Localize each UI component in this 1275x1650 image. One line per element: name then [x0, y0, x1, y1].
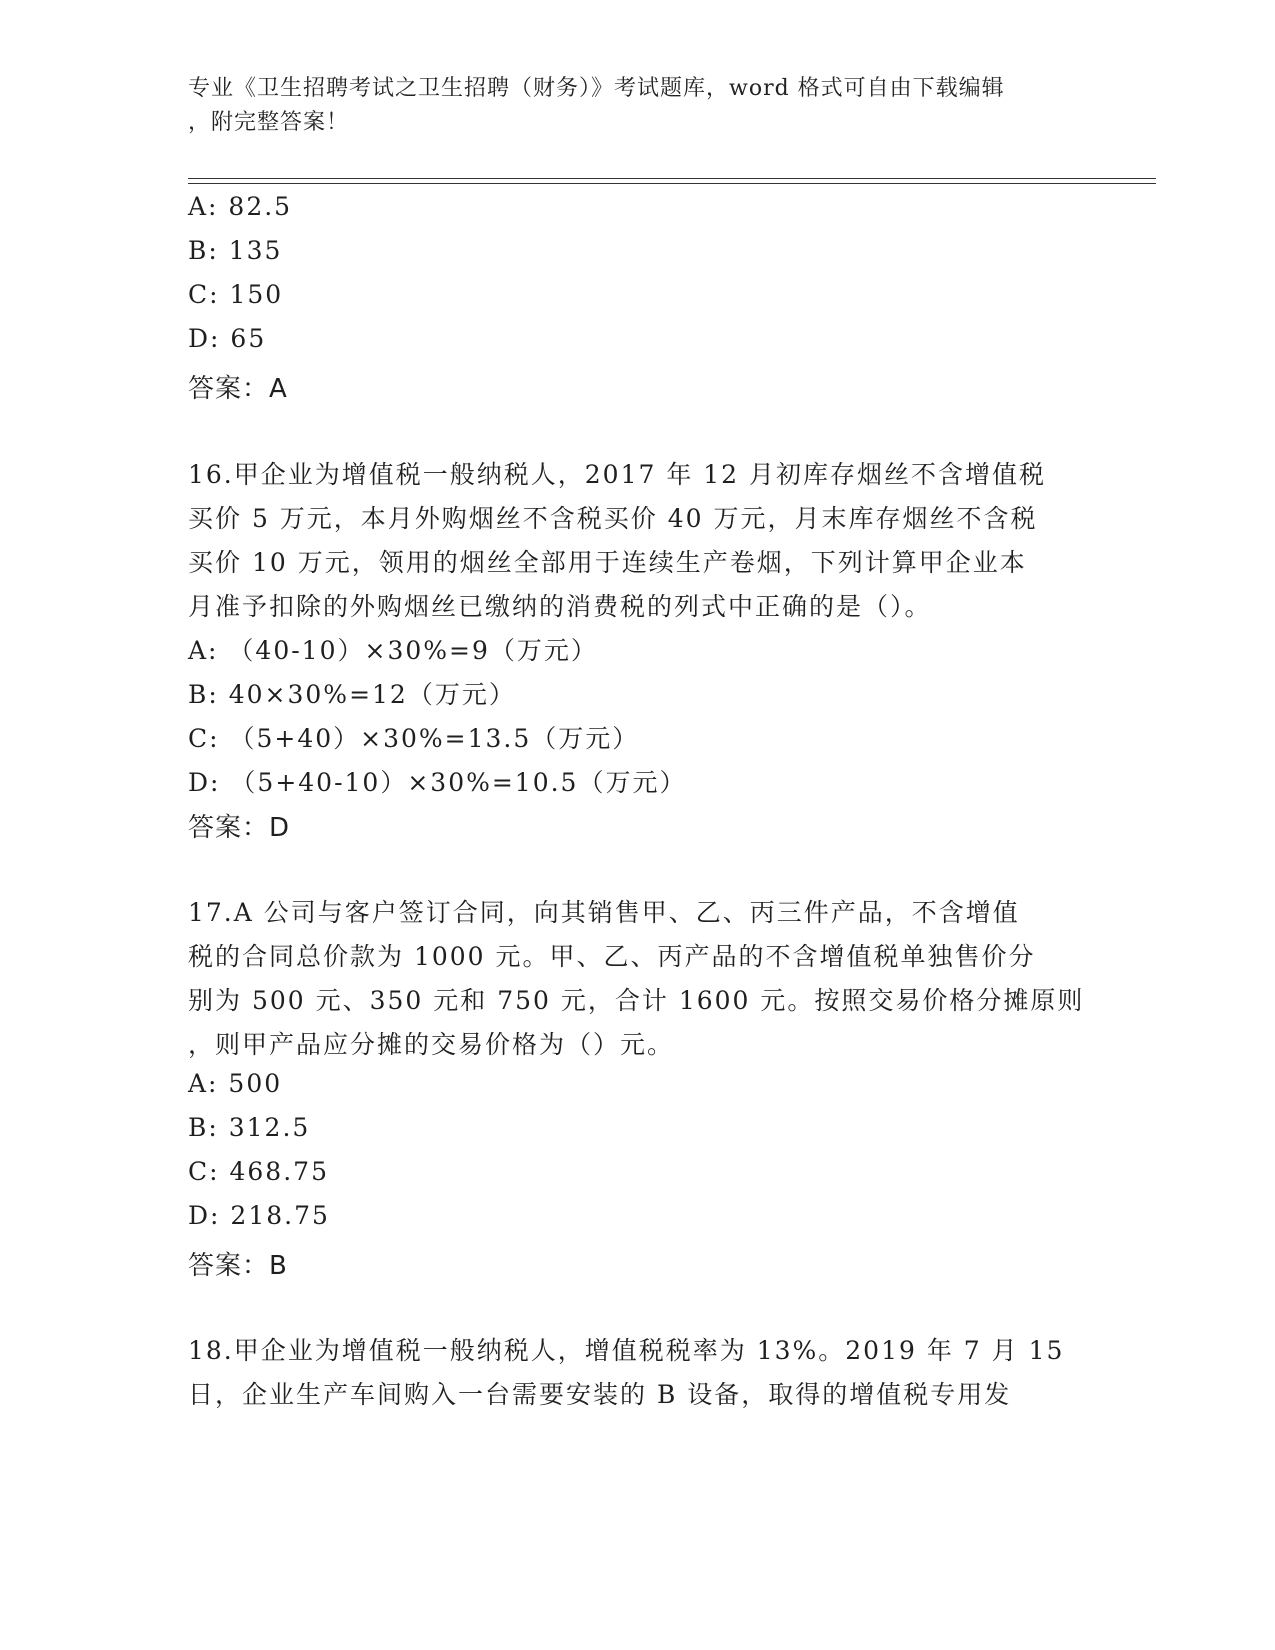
question-stem-line: 别为 500 元、350 元和 750 元，合计 1600 元。按照交易价格分摊原则: [188, 986, 1085, 1015]
option-d: D: 218.75: [188, 1201, 330, 1230]
document-header: [188, 72, 1068, 140]
header-line-1: 专业《卫生招聘考试之卫生招聘（财务）》考试题库，word 格式可自由下载编辑: [188, 76, 1005, 101]
option-a: A: 82.5: [188, 192, 293, 221]
option-c: C: 150: [188, 280, 284, 309]
question-stem-line: 税的合同总价款为 1000 元。甲、乙、丙产品的不含增值税单独售价分: [188, 942, 1036, 971]
header-divider-bottom: [188, 183, 1156, 184]
option-a: A: 500: [188, 1069, 283, 1098]
header-line-2: ，附完整答案！: [188, 110, 350, 135]
question-stem-line: ，则甲产品应分摊的交易价格为（）元。: [188, 1030, 675, 1059]
question-stem-line: 18.甲企业为增值税一般纳税人，增值税税率为 13%。2019 年 7 月 15: [188, 1336, 1065, 1365]
answer-line: 答案：D: [188, 813, 291, 843]
answer-line: 答案：B: [188, 1251, 288, 1281]
question-stem-line: 16.甲企业为增值税一般纳税人，2017 年 12 月初库存烟丝不含增值税: [188, 460, 1047, 489]
question-stem-line: 月准予扣除的外购烟丝已缴纳的消费税的列式中正确的是（）。: [188, 592, 932, 621]
question-stem-line: 17.A 公司与客户签订合同，向其销售甲、乙、丙三件产品，不含增值: [188, 898, 1020, 927]
question-stem-line: 买价 5 万元，本月外购烟丝不含税买价 40 万元，月末库存烟丝不含税: [188, 504, 1038, 533]
option-c: C: 468.75: [188, 1157, 329, 1186]
answer-line: 答案：A: [188, 374, 288, 404]
question-stem-line: 日，企业生产车间购入一台需要安装的 B 设备，取得的增值税专用发: [188, 1380, 1012, 1409]
option-d: D: 65: [188, 324, 267, 353]
option-a: A: （40-10）×30%=9（万元）: [188, 636, 598, 665]
option-d: D: （5+40-10）×30%=10.5（万元）: [188, 768, 687, 797]
option-c: C: （5+40）×30%=13.5（万元）: [188, 724, 640, 753]
option-b: B: 135: [188, 236, 283, 265]
option-b: B: 40×30%=12（万元）: [188, 680, 516, 709]
header-divider-top: [188, 178, 1156, 179]
question-stem-line: 买价 10 万元，领用的烟丝全部用于连续生产卷烟，下列计算甲企业本: [188, 548, 1027, 577]
option-b: B: 312.5: [188, 1113, 311, 1142]
